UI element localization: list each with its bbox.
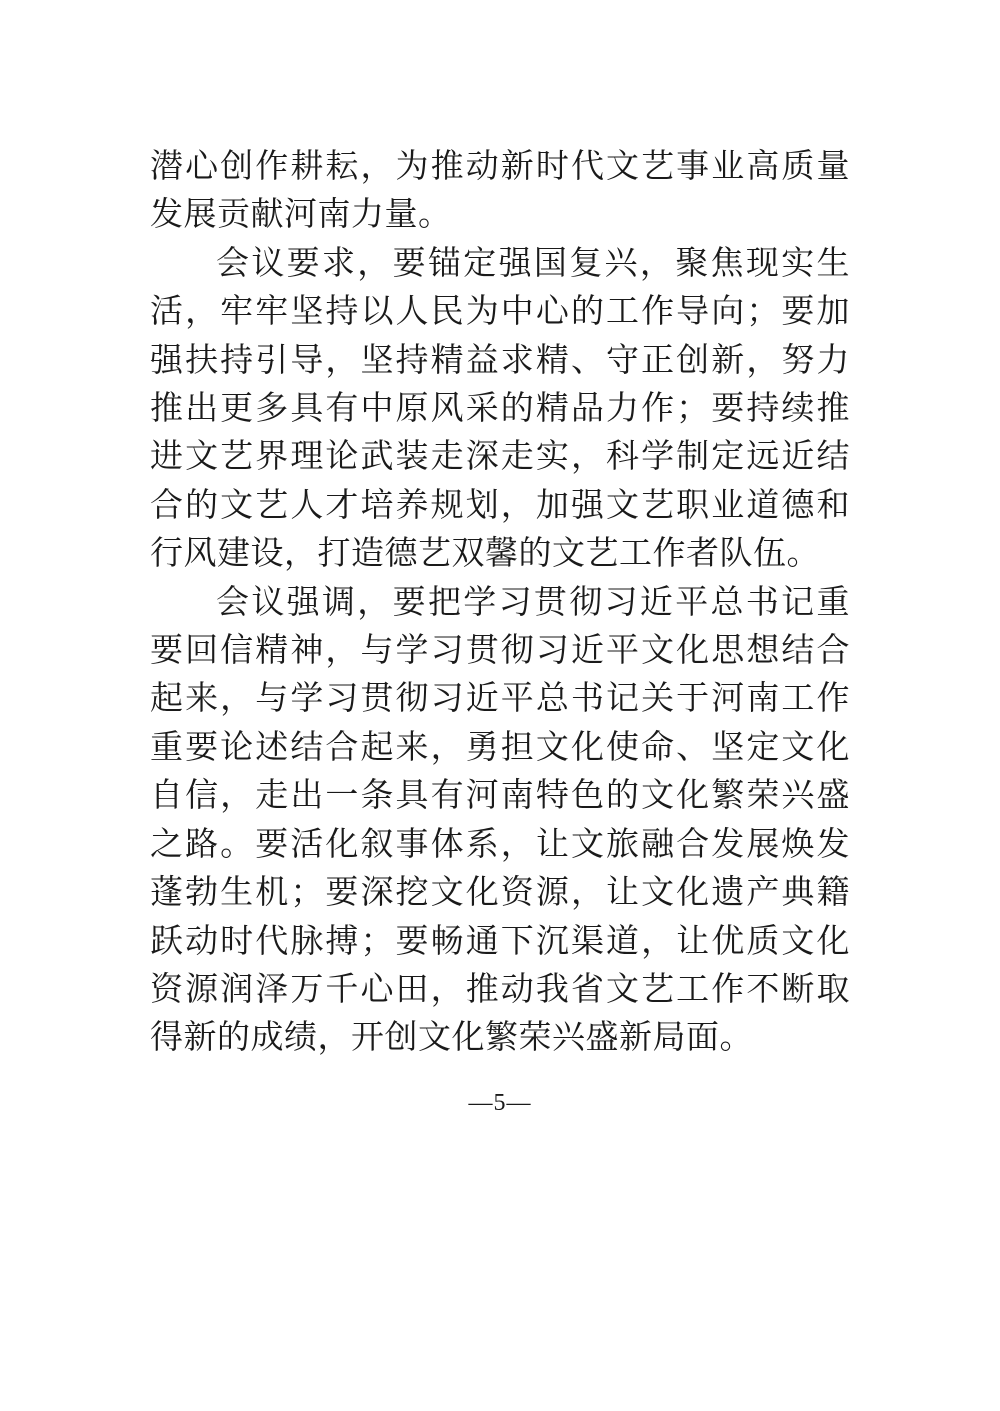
paragraph-meeting-requirements: 会议要求，要锚定强国复兴，聚焦现实生活，牢牢坚持以人民为中心的工作导向；要加强扶持引导，坚持精益求精、守正创新，努力推出更多具有中原风采的精品力作；要持续推进文艺界理论武装走深走实，科学制定远近结合的文艺人才培养规划，加强文艺职业道德和行风建设，打造德艺双馨的文艺工作者队伍。 [150, 242, 850, 573]
document-body [150, 142, 850, 1062]
page-number: —5— [468, 1090, 532, 1116]
paragraph-continued: 潜心创作耕耘，为推动新时代文艺事业高质量发展贡献河南力量。 [150, 146, 850, 234]
paragraph-meeting-emphasis: 会议强调，要把学习贯彻习近平总书记重要回信精神，与学习贯彻习近平文化思想结合起来，与学习贯彻习近平总书记关于河南工作重要论述结合起来，勇担文化使命、坚定文化自信，走出一条具有河南特色的文化繁荣兴盛之路。要活化叙事体系，让文旅融合发展焕发蓬勃生机；要深挖文化资源，让文化遗产典籍跃动时代脉搏；要畅通下沉渠道，让优质文化资源润泽万千心田，推动我省文艺工作不断取得新的成绩，开创文化繁荣兴盛新局面。 [150, 581, 850, 1057]
